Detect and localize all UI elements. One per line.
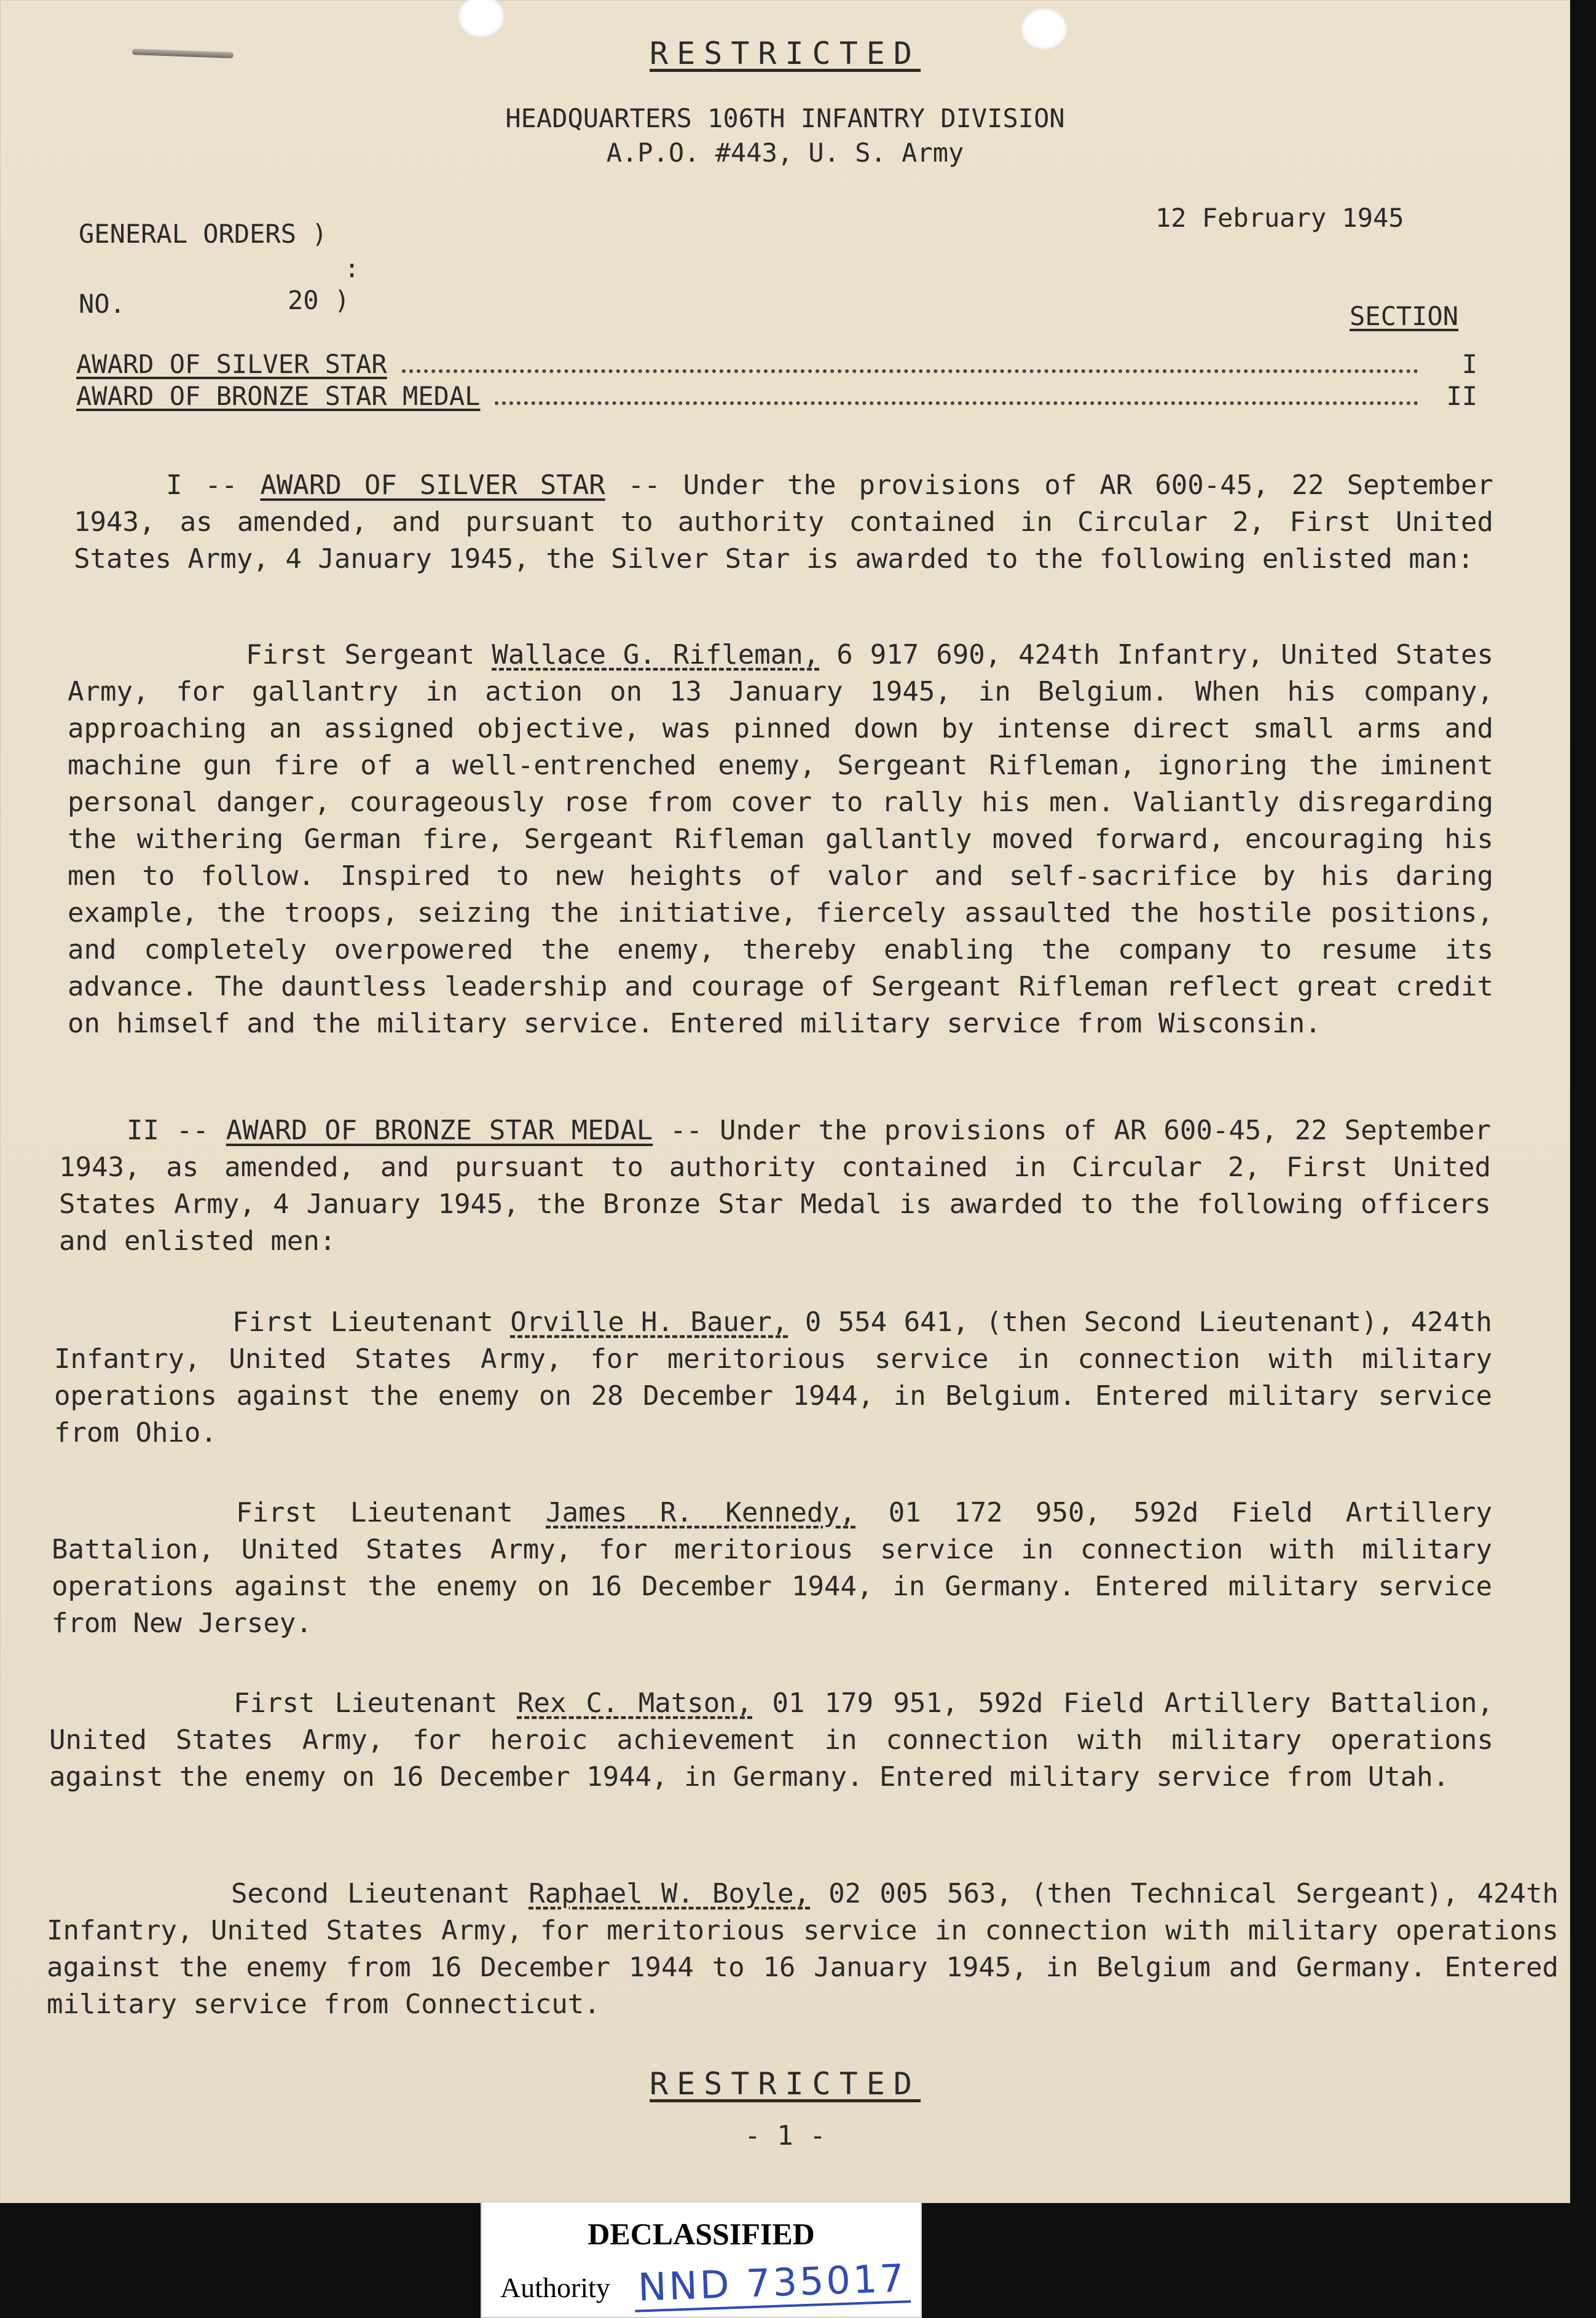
section-2-intro-text: -- Under the provisions of AR 600-45, 22 September 1943, as amended, and pursuant to authority contained in Circular 2, First United States Army, 4 January 1945, the Bronze Star Medal is awarded to the following officers and enlisted men: xyxy=(59,1115,1492,1257)
page-number: - 1 - xyxy=(744,2120,826,2151)
citation-rank: First Lieutenant xyxy=(236,1497,513,1528)
general-orders-label: GENERAL ORDERS ) xyxy=(79,219,328,249)
citation-name: Wallace G. Rifleman, xyxy=(492,639,820,670)
section-1-numeral: I -- xyxy=(166,469,238,501)
restricted-footer: RESTRICTED xyxy=(649,2066,921,2102)
citation-name: Orville H. Bauer, xyxy=(510,1306,788,1338)
section-1-intro xyxy=(74,467,1493,578)
apo-line: A.P.O. #443, U. S. Army xyxy=(606,138,964,168)
citation-rank: First Sergeant xyxy=(246,639,475,670)
section-2-numeral: II -- xyxy=(127,1115,209,1146)
citation-rank: First Lieutenant xyxy=(234,1687,498,1719)
citation-name: James R. Kennedy, xyxy=(546,1497,856,1528)
restricted-header: RESTRICTED xyxy=(649,36,921,71)
citation-boyle xyxy=(47,1876,1559,2023)
citation-text: 01 172 950, 592d Field Artillery Battalion, United States Army, for meritorious service in connection with military operations against the enemy on 16 December 1944, in Germany. Entered military service from New Jersey. xyxy=(52,1497,1492,1639)
authority-number: NND 735017 xyxy=(634,2255,911,2312)
toc-number: I xyxy=(1461,349,1477,379)
section-2-intro xyxy=(59,1112,1491,1260)
citation-name: Rex C. Matson, xyxy=(517,1687,753,1719)
toc-item-silver-star xyxy=(76,349,1477,379)
citation-bauer xyxy=(54,1304,1492,1452)
toc-number: II xyxy=(1446,381,1477,411)
toc-item-bronze-star xyxy=(76,381,1477,411)
citation-rifleman xyxy=(68,637,1493,1042)
toc-label: AWARD OF BRONZE STAR MEDAL xyxy=(76,381,481,411)
order-number-value: 20 ) xyxy=(288,285,350,315)
section-heading: SECTION xyxy=(1350,301,1459,331)
citation-text: 01 179 951, 592d Field Artillery Battalion, United States Army, for heroic achievement in connection with military operations against the enemy on 16 December 1944, in Germany. Entered military service from Utah. xyxy=(49,1687,1493,1793)
section-1-title: AWARD OF SILVER STAR xyxy=(260,469,605,501)
citation-text: 0 554 641, (then Second Lieutenant), 424th Infantry, United States Army, for meritorious service in connection with military operations against the enemy on 28 December 1944, in Belgium. Entered military service from Ohio. xyxy=(54,1306,1492,1448)
headquarters-line: HEADQUARTERS 106TH INFANTRY DIVISION xyxy=(505,103,1065,133)
order-number-label: NO. xyxy=(79,289,125,319)
citation-text: 6 917 690, 424th Infantry, United States Army, for gallantry in action on 13 January 1945, in Belgium. When his company, approaching an assigned objective, was pinned down by intense direct small arms and machine gun fire of a well-entrenched enemy, Sergeant Rifleman, ignoring the iminent personal danger, courageously rose from cover to rally his men. Valiantly disregarding the withering German fire, Sergeant Rifleman gallantly moved forward, encouraging his men to follow. Inspired to new heights of valor and self-sacrifice by his daring example, the troops, seizing the initiative, fiercely assaulted the hostile positions, and completely overpowered the enemy, thereby enabling the company to resume its advance. The dauntless leadership and courage of Sergeant Rifleman reflect great credit on himself and the military service. Entered military service from Wisconsin. xyxy=(68,639,1493,1039)
citation-rank: First Lieutenant xyxy=(232,1306,493,1338)
dot-leader xyxy=(402,369,1418,373)
toc-label: AWARD OF SILVER STAR xyxy=(76,349,387,379)
declassified-stamp xyxy=(481,2201,922,2318)
order-date: 12 February 1945 xyxy=(1155,203,1404,233)
citation-matson xyxy=(49,1685,1493,1796)
authority-label: Authority xyxy=(500,2272,610,2303)
punch-hole-left xyxy=(457,0,505,38)
citation-rank: Second Lieutenant xyxy=(231,1878,511,1909)
section-2-title: AWARD OF BRONZE STAR MEDAL xyxy=(226,1115,653,1146)
citation-text: 02 005 563, (then Technical Sergeant), 424th Infantry, United States Army, for meritorious service in connection with military operations against the enemy from 16 December 1944 to 16 January 1945, in Belgium and Germany. Entered military service from Connecticut. xyxy=(47,1878,1559,2020)
citation-name: Raphael W. Boyle, xyxy=(529,1878,810,1909)
section-1-intro-text: -- Under the provisions of AR 600-45, 22 September 1943, as amended, and pursuant to authority contained in Circular 2, First United States Army, 4 January 1945, the Silver Star is awarded to the following enlisted man: xyxy=(74,469,1494,575)
dot-leader xyxy=(495,401,1418,405)
colon-mark: : xyxy=(344,253,360,283)
declassified-title: DECLASSIFIED xyxy=(588,2217,815,2251)
citation-kennedy xyxy=(52,1495,1492,1642)
